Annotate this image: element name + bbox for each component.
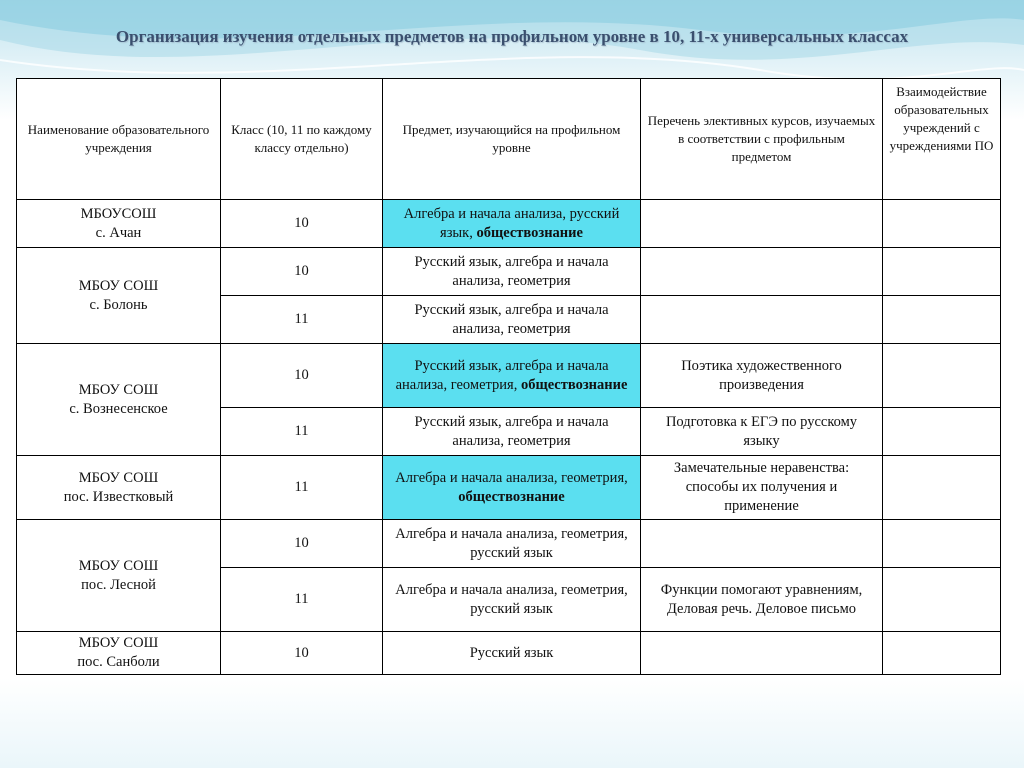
table-header-row <box>17 79 1001 200</box>
electives-cell <box>641 296 883 344</box>
header-interaction: Взаимодействие образовательных учреждений с учреждениями ПО <box>883 79 1001 200</box>
subject-cell <box>383 456 641 520</box>
school-type: МБОУСОШ <box>80 205 157 222</box>
interaction-cell <box>883 344 1001 408</box>
electives-cell: Поэтика художественного произведения <box>641 344 883 408</box>
electives-cell: Подготовка к ЕГЭ по русскому языку <box>641 408 883 456</box>
subject-text: Русский язык, алгебра и начала анализа, геометрия <box>414 413 609 449</box>
subject-text: Русский язык <box>469 644 554 661</box>
school-cell <box>17 632 221 675</box>
grade-cell: 10 <box>221 200 383 248</box>
subject-cell <box>383 344 641 408</box>
school-type: МБОУ СОШ <box>78 277 159 294</box>
grade-cell: 10 <box>221 248 383 296</box>
interaction-cell <box>883 200 1001 248</box>
table-row <box>17 520 1001 568</box>
subject-text: Алгебра и начала анализа, геометрия, русский язык <box>395 581 628 617</box>
subject-text: Алгебра и начала анализа, геометрия, <box>395 469 628 486</box>
subject-cell <box>383 520 641 568</box>
electives-cell: Замечательные неравенства: способы их получения и применение <box>641 456 883 520</box>
interaction-cell <box>883 248 1001 296</box>
table-row <box>17 344 1001 408</box>
subject-bold-text: обществознание <box>520 376 628 393</box>
school-type: МБОУ СОШ <box>78 469 159 486</box>
school-type: МБОУ СОШ <box>78 381 159 398</box>
subject-cell <box>383 408 641 456</box>
header-subject: Предмет, изучающийся на профильном уровне <box>383 79 641 200</box>
subject-cell <box>383 248 641 296</box>
electives-cell <box>641 248 883 296</box>
subject-text: Русский язык, алгебра и начала анализа, геометрия, <box>395 357 609 393</box>
grade-cell: 11 <box>221 408 383 456</box>
interaction-cell <box>883 296 1001 344</box>
interaction-cell <box>883 568 1001 632</box>
school-type: МБОУ СОШ <box>78 557 159 574</box>
school-type: МБОУ СОШ <box>78 635 159 651</box>
subject-bold-text: обществознание <box>476 224 583 241</box>
school-location: с. Ачан <box>95 224 142 241</box>
interaction-cell <box>883 632 1001 675</box>
school-cell <box>17 248 221 344</box>
subject-text: Русский язык, алгебра и начала анализа, геометрия <box>414 253 609 289</box>
table-row <box>17 456 1001 520</box>
school-location: пос. Санболи <box>77 654 160 670</box>
interaction-cell <box>883 520 1001 568</box>
page-title: Организация изучения отдельных предметов на профильном уровне в 10, 11-х универсальных классах <box>115 27 909 46</box>
grade-cell: 10 <box>221 344 383 408</box>
header-institution: Наименование образовательного учреждения <box>17 79 221 200</box>
school-cell <box>17 520 221 632</box>
school-location: пос. Известковый <box>63 488 174 505</box>
grade-cell: 11 <box>221 296 383 344</box>
interaction-cell <box>883 456 1001 520</box>
table-row <box>17 632 1001 675</box>
subject-text: Русский язык, алгебра и начала анализа, геометрия <box>414 301 609 337</box>
electives-cell <box>641 632 883 675</box>
header-grade: Класс (10, 11 по каждому классу отдельно) <box>221 79 383 200</box>
grade-cell: 11 <box>221 456 383 520</box>
electives-cell <box>641 200 883 248</box>
school-location: с. Болонь <box>89 296 148 313</box>
footer-background <box>0 678 1024 768</box>
grade-cell: 10 <box>221 520 383 568</box>
subject-text: Алгебра и начала анализа, русский язык, <box>403 205 620 241</box>
grade-cell: 11 <box>221 568 383 632</box>
school-location: пос. Лесной <box>81 576 156 593</box>
subject-cell <box>383 568 641 632</box>
header-electives: Перечень элективных курсов, изучаемых в соответствии с профильным предметом <box>641 79 883 200</box>
school-location: с. Вознесенское <box>69 400 168 417</box>
profile-subjects-table <box>16 78 1001 675</box>
subject-cell <box>383 200 641 248</box>
grade-cell: 10 <box>221 632 383 675</box>
subject-bold-text: обществознание <box>458 488 565 505</box>
table-row <box>17 248 1001 296</box>
interaction-cell <box>883 408 1001 456</box>
school-cell <box>17 200 221 248</box>
electives-cell <box>641 520 883 568</box>
table-row <box>17 200 1001 248</box>
subject-cell <box>383 296 641 344</box>
subject-text: Алгебра и начала анализа, геометрия, русский язык <box>395 525 628 561</box>
school-cell <box>17 344 221 456</box>
electives-cell: Функции помогают уравнениям, Деловая речь. Деловое письмо <box>641 568 883 632</box>
school-cell <box>17 456 221 520</box>
subject-cell <box>383 632 641 675</box>
